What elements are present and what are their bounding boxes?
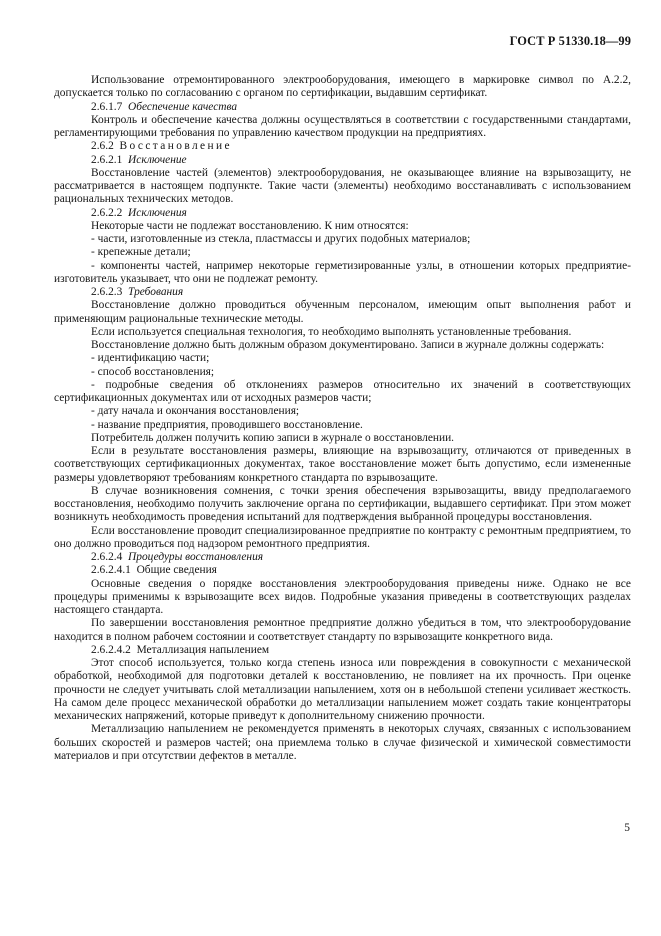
section-title: Процедуры восстановления: [128, 551, 264, 563]
body-paragraph: Если в результате восстановления размеры, влияющие на взрывозащиту, отличаются от приведенных в соответствующих сертификационных документах, такое восстановление может быть допустимо, если измененные размеры удовлетворяют требованиям конкретного стандарта по взрывозащите.: [54, 445, 631, 484]
section-heading: [54, 551, 631, 564]
body-paragraph: Контроль и обеспечение качества должны осуществляться в соответствии с государственными стандартами, регламентирующими требования по управлению качеством продукции на предприятиях.: [54, 113, 631, 139]
body-paragraph: - дату начала и окончания восстановления;: [91, 405, 300, 418]
section-title: Металлизация напылением: [136, 643, 270, 656]
body-paragraph: Основные сведения о порядке восстановления электрооборудования приведены ниже. Однако не все процедуры применимы к взрывозащите всех видов. Подробные указания приведены в соответствующих разделах настоящего стандарта.: [54, 577, 631, 616]
section-title: Исключение: [128, 153, 187, 166]
section-heading: [54, 101, 631, 114]
section-number: 2.6.2.2: [91, 206, 123, 219]
section-title: Обеспечение качества: [128, 100, 238, 113]
body-paragraph: Металлизацию напылением не рекомендуется применять в некоторых случаях, связанных с использованием больших скоростей и размеров частей; она приемлема только в случае физической и химической совместимости материалов и при отсутствии дефектов в металле.: [54, 723, 631, 762]
body-paragraph: Если используется специальная технология, то необходимо выполнять установленные требования.: [91, 325, 572, 338]
section-number: 2.6.2: [91, 140, 114, 153]
section-heading: [54, 140, 631, 153]
body-paragraph: Некоторые части не подлежат восстановлению. К ним относятся:: [91, 219, 409, 232]
section-number: 2.6.2.4: [91, 551, 123, 563]
section-number: 2.6.2.4.1: [91, 564, 131, 577]
body-paragraph: - крепежные детали;: [91, 246, 191, 259]
section-number: 2.6.1.7: [91, 100, 123, 113]
document-body: [54, 74, 631, 763]
section-title: Требования: [128, 286, 184, 298]
page-number: 5: [624, 822, 630, 834]
body-paragraph: - части, изготовленные из стекла, пластмассы и других подобных материалов;: [91, 233, 471, 245]
body-paragraph: По завершении восстановления ремонтное предприятие должно убедиться в том, что электрооборудование находится в полном рабочем состоянии и соответствует стандарту по взрывозащите конкретного вида.: [54, 617, 631, 643]
body-paragraph: - способ восстановления;: [91, 365, 215, 378]
body-paragraph: - подробные сведения об отклонениях размеров относительно их значений в соответствующих сертификационных документах или от исходных размеров части;: [54, 378, 631, 404]
body-paragraph: Использование отремонтированного электрооборудования, имеющего в маркировке символ по А.2.2, допускается только по согласованию с органом по сертификации, выдавшим сертификат.: [54, 74, 631, 100]
document-header: ГОСТ Р 51330.18—99: [509, 34, 631, 48]
section-title: Исключения: [128, 206, 187, 219]
body-paragraph: Этот способ используется, только когда степень износа или повреждения в совокупности с механической обработкой, необходимой для подготовки деталей к восстановлению, не повлияет на их прочность. При оценке прочности не следует учитывать слой металлизации напылением, хотя он в небольшой степени усиливает жесткость. На самом деле процесс механической обработки до металлизации напылением может создать такие концентраторы механических напряжений, которые приведут к дополнительному снижению прочности.: [54, 657, 631, 722]
section-heading: [54, 564, 631, 577]
section-title: Общие сведения: [136, 564, 217, 577]
section-heading: [54, 154, 631, 167]
body-paragraph: - компоненты частей, например некоторые герметизированные узлы, в отношении которых предприятие-изготовитель указывает, что они не подлежат ремонту.: [54, 259, 631, 285]
section-title: Восстановление: [119, 140, 232, 153]
body-paragraph: Восстановление должно быть должным образом документировано. Записи в журнале должны содержать:: [91, 339, 605, 351]
section-heading: [54, 207, 631, 220]
section-number: 2.6.2.3: [91, 286, 123, 298]
section-number: 2.6.2.1: [91, 153, 123, 166]
section-heading: [54, 644, 631, 657]
body-paragraph: Если восстановление проводит специализированное предприятие по контракту с ремонтным предприятием, то оно должно проводиться под надзором ремонтного предприятия.: [54, 524, 631, 550]
body-paragraph: Восстановление должно проводиться обученным персоналом, имеющим опыт выполнения работ и применяющим рациональные технические методы.: [54, 299, 631, 325]
body-paragraph: - идентификацию части;: [91, 352, 210, 365]
section-number: 2.6.2.4.2: [91, 643, 131, 656]
body-paragraph: Потребитель должен получить копию записи в журнале о восстановлении.: [91, 431, 455, 444]
body-paragraph: Восстановление частей (элементов) электрооборудования, не оказывающее влияние на взрывозащиту, не рассматривается в настоящем подпункте. Такие части (элементы) необходимо восстанавливать с использованием рациональных технических методов.: [54, 166, 631, 206]
body-paragraph: - название предприятия, проводившего восстановление.: [91, 418, 363, 431]
section-heading: [54, 286, 631, 299]
body-paragraph: В случае возникновения сомнения, с точки зрения обеспечения взрывозащиты, ввиду предполагаемого восстановления, необходимо получить заключение органа по сертификации, выдавшего сертификат. При этом может возникнуть необходимость проведения испытаний для подтверждения выбранной процедуры восстановления.: [54, 484, 631, 524]
